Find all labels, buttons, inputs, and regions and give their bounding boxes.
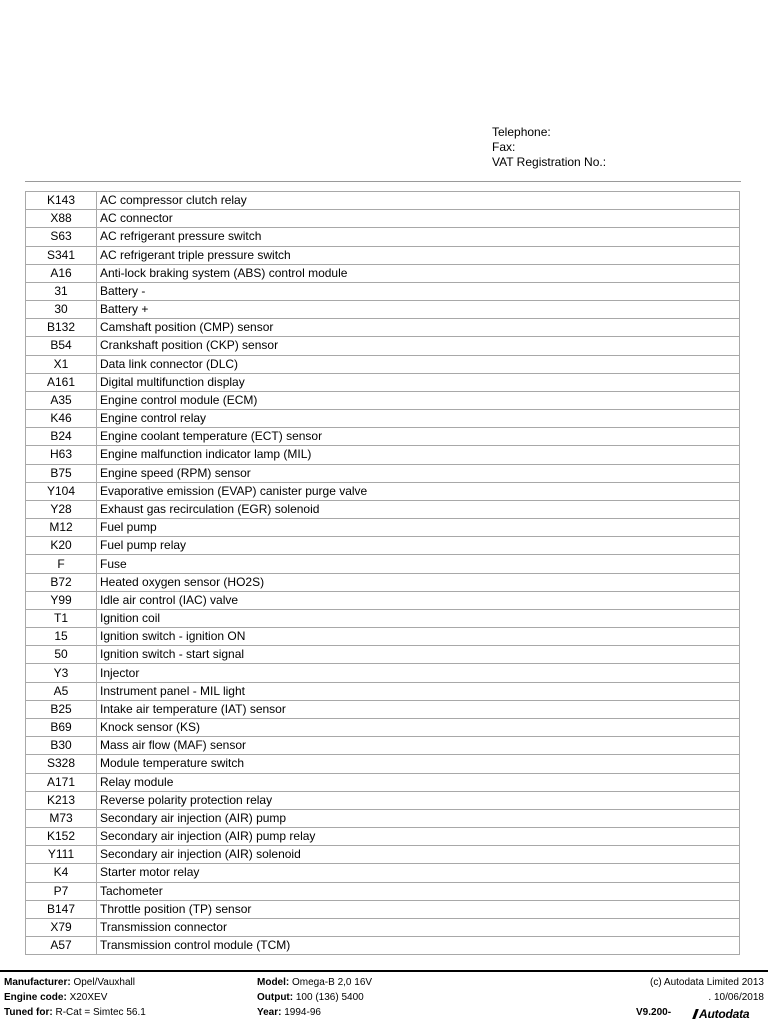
year-line xyxy=(257,1007,321,1019)
component-code: X79 xyxy=(26,918,97,936)
component-code: B75 xyxy=(26,464,97,482)
component-code: 31 xyxy=(26,282,97,300)
component-code: X88 xyxy=(26,210,97,228)
engine-code-label: Engine code: xyxy=(4,992,67,1003)
year-label: Year: xyxy=(257,1007,282,1018)
component-code: K4 xyxy=(26,864,97,882)
component-code: S328 xyxy=(26,755,97,773)
component-code: A5 xyxy=(26,682,97,700)
table-row xyxy=(26,628,740,646)
component-description: Heated oxygen sensor (HO2S) xyxy=(97,573,740,591)
component-code: B132 xyxy=(26,319,97,337)
component-description: Engine malfunction indicator lamp (MIL) xyxy=(97,446,740,464)
component-code: A16 xyxy=(26,264,97,282)
logo-mark-icon xyxy=(692,1009,699,1019)
component-description: Reverse polarity protection relay xyxy=(97,791,740,809)
table-row xyxy=(26,264,740,282)
engine-code-value: X20XEV xyxy=(69,992,108,1003)
component-code: T1 xyxy=(26,609,97,627)
table-row xyxy=(26,755,740,773)
component-description: Evaporative emission (EVAP) canister purge valve xyxy=(97,482,740,500)
table-row xyxy=(26,737,740,755)
table-row xyxy=(26,900,740,918)
component-description: Relay module xyxy=(97,773,740,791)
component-description: Starter motor relay xyxy=(97,864,740,882)
table-row xyxy=(26,301,740,319)
component-code: P7 xyxy=(26,882,97,900)
component-description: Fuel pump xyxy=(97,519,740,537)
component-code: A35 xyxy=(26,391,97,409)
table-row xyxy=(26,337,740,355)
telephone-label: Telephone: xyxy=(492,125,551,139)
component-code: Y3 xyxy=(26,664,97,682)
table-row xyxy=(26,482,740,500)
vat-label: VAT Registration No.: xyxy=(492,155,607,169)
component-code: B25 xyxy=(26,700,97,718)
component-code: B54 xyxy=(26,337,97,355)
component-description: Engine speed (RPM) sensor xyxy=(97,464,740,482)
table-row xyxy=(26,682,740,700)
table-row xyxy=(26,446,740,464)
component-code: S341 xyxy=(26,246,97,264)
footer xyxy=(0,970,768,1026)
component-code: K20 xyxy=(26,537,97,555)
table-row xyxy=(26,537,740,555)
component-description: Transmission control module (TCM) xyxy=(97,937,740,955)
component-description: AC compressor clutch relay xyxy=(97,192,740,210)
table-row xyxy=(26,555,740,573)
component-code: Y111 xyxy=(26,846,97,864)
component-description: Battery + xyxy=(97,301,740,319)
table-row xyxy=(26,282,740,300)
manufacturer-line xyxy=(4,977,135,989)
component-description: Data link connector (DLC) xyxy=(97,355,740,373)
component-code: B30 xyxy=(26,737,97,755)
model-value: Omega-B 2,0 16V xyxy=(292,977,373,988)
component-description: Mass air flow (MAF) sensor xyxy=(97,737,740,755)
component-code: K152 xyxy=(26,828,97,846)
component-code: A57 xyxy=(26,937,97,955)
table-row xyxy=(26,319,740,337)
component-legend-table xyxy=(25,191,740,955)
component-description: Transmission connector xyxy=(97,918,740,936)
component-description: Digital multifunction display xyxy=(97,373,740,391)
component-description: Ignition switch - start signal xyxy=(97,646,740,664)
output-line xyxy=(257,992,364,1004)
table-row xyxy=(26,773,740,791)
component-code: K143 xyxy=(26,192,97,210)
manufacturer-value: Opel/Vauxhall xyxy=(73,977,135,988)
print-date: . 10/06/2018 xyxy=(708,992,764,1003)
component-code: B72 xyxy=(26,573,97,591)
table-row xyxy=(26,391,740,409)
table-row xyxy=(26,646,740,664)
component-code: 30 xyxy=(26,301,97,319)
component-code: F xyxy=(26,555,97,573)
component-code: X1 xyxy=(26,355,97,373)
table-row xyxy=(26,410,740,428)
component-description: Engine control module (ECM) xyxy=(97,391,740,409)
component-description: Knock sensor (KS) xyxy=(97,718,740,736)
component-code: Y99 xyxy=(26,591,97,609)
table-row xyxy=(26,464,740,482)
component-description: Crankshaft position (CKP) sensor xyxy=(97,337,740,355)
component-description: Engine coolant temperature (ECT) sensor xyxy=(97,428,740,446)
component-code: M12 xyxy=(26,519,97,537)
table-row xyxy=(26,918,740,936)
component-description: Throttle position (TP) sensor xyxy=(97,900,740,918)
logo-text: Autodata xyxy=(699,1007,750,1021)
table-row xyxy=(26,846,740,864)
component-description: Tachometer xyxy=(97,882,740,900)
table-row xyxy=(26,355,740,373)
component-code: B69 xyxy=(26,718,97,736)
table-row xyxy=(26,246,740,264)
autodata-logo xyxy=(694,1007,749,1021)
table-row xyxy=(26,428,740,446)
component-code: Y28 xyxy=(26,500,97,518)
component-description: Battery - xyxy=(97,282,740,300)
component-code: B147 xyxy=(26,900,97,918)
tuned-for-label: Tuned for: xyxy=(4,1007,53,1018)
table-row xyxy=(26,192,740,210)
component-description: Secondary air injection (AIR) pump relay xyxy=(97,828,740,846)
component-code: 15 xyxy=(26,628,97,646)
table-row xyxy=(26,882,740,900)
component-code: H63 xyxy=(26,446,97,464)
component-code: S63 xyxy=(26,228,97,246)
table-row xyxy=(26,573,740,591)
component-description: AC refrigerant pressure switch xyxy=(97,228,740,246)
component-code: M73 xyxy=(26,809,97,827)
engine-code-line xyxy=(4,992,107,1004)
component-code: K46 xyxy=(26,410,97,428)
component-description: Instrument panel - MIL light xyxy=(97,682,740,700)
table-row xyxy=(26,373,740,391)
component-description: Camshaft position (CMP) sensor xyxy=(97,319,740,337)
year-value: 1994-96 xyxy=(284,1007,321,1018)
manufacturer-label: Manufacturer: xyxy=(4,977,71,988)
tuned-for-line xyxy=(4,1007,146,1019)
component-description: Exhaust gas recirculation (EGR) solenoid xyxy=(97,500,740,518)
component-description: Module temperature switch xyxy=(97,755,740,773)
component-description: Fuel pump relay xyxy=(97,537,740,555)
table-row xyxy=(26,664,740,682)
component-code: A171 xyxy=(26,773,97,791)
component-description: Ignition coil xyxy=(97,609,740,627)
version-text: V9.200- xyxy=(636,1007,672,1018)
component-description: Ignition switch - ignition ON xyxy=(97,628,740,646)
component-description: Intake air temperature (IAT) sensor xyxy=(97,700,740,718)
header-divider xyxy=(25,181,741,182)
component-description: Fuse xyxy=(97,555,740,573)
output-label: Output: xyxy=(257,992,294,1003)
component-code: A161 xyxy=(26,373,97,391)
table-row xyxy=(26,864,740,882)
model-line xyxy=(257,977,372,989)
fax-label: Fax: xyxy=(492,140,516,154)
model-label: Model: xyxy=(257,977,290,988)
table-row xyxy=(26,791,740,809)
component-description: Secondary air injection (AIR) solenoid xyxy=(97,846,740,864)
copyright-text: (c) Autodata Limited 2013 xyxy=(650,977,764,988)
output-value: 100 (136) 5400 xyxy=(295,992,364,1003)
table-row xyxy=(26,718,740,736)
contact-block xyxy=(492,125,606,170)
table-row xyxy=(26,937,740,955)
table-row xyxy=(26,828,740,846)
table-row xyxy=(26,609,740,627)
table-row xyxy=(26,519,740,537)
component-code: B24 xyxy=(26,428,97,446)
component-description: Secondary air injection (AIR) pump xyxy=(97,809,740,827)
table-row xyxy=(26,228,740,246)
component-description: Anti-lock braking system (ABS) control module xyxy=(97,264,740,282)
table-row xyxy=(26,809,740,827)
component-description: AC refrigerant triple pressure switch xyxy=(97,246,740,264)
table-row xyxy=(26,500,740,518)
component-description: AC connector xyxy=(97,210,740,228)
table-row xyxy=(26,700,740,718)
component-code: K213 xyxy=(26,791,97,809)
component-description: Engine control relay xyxy=(97,410,740,428)
tuned-for-value: R-Cat = Simtec 56.1 xyxy=(55,1007,146,1018)
component-code: 50 xyxy=(26,646,97,664)
table-row xyxy=(26,210,740,228)
component-code: Y104 xyxy=(26,482,97,500)
table-row xyxy=(26,591,740,609)
component-description: Idle air control (IAC) valve xyxy=(97,591,740,609)
component-description: Injector xyxy=(97,664,740,682)
